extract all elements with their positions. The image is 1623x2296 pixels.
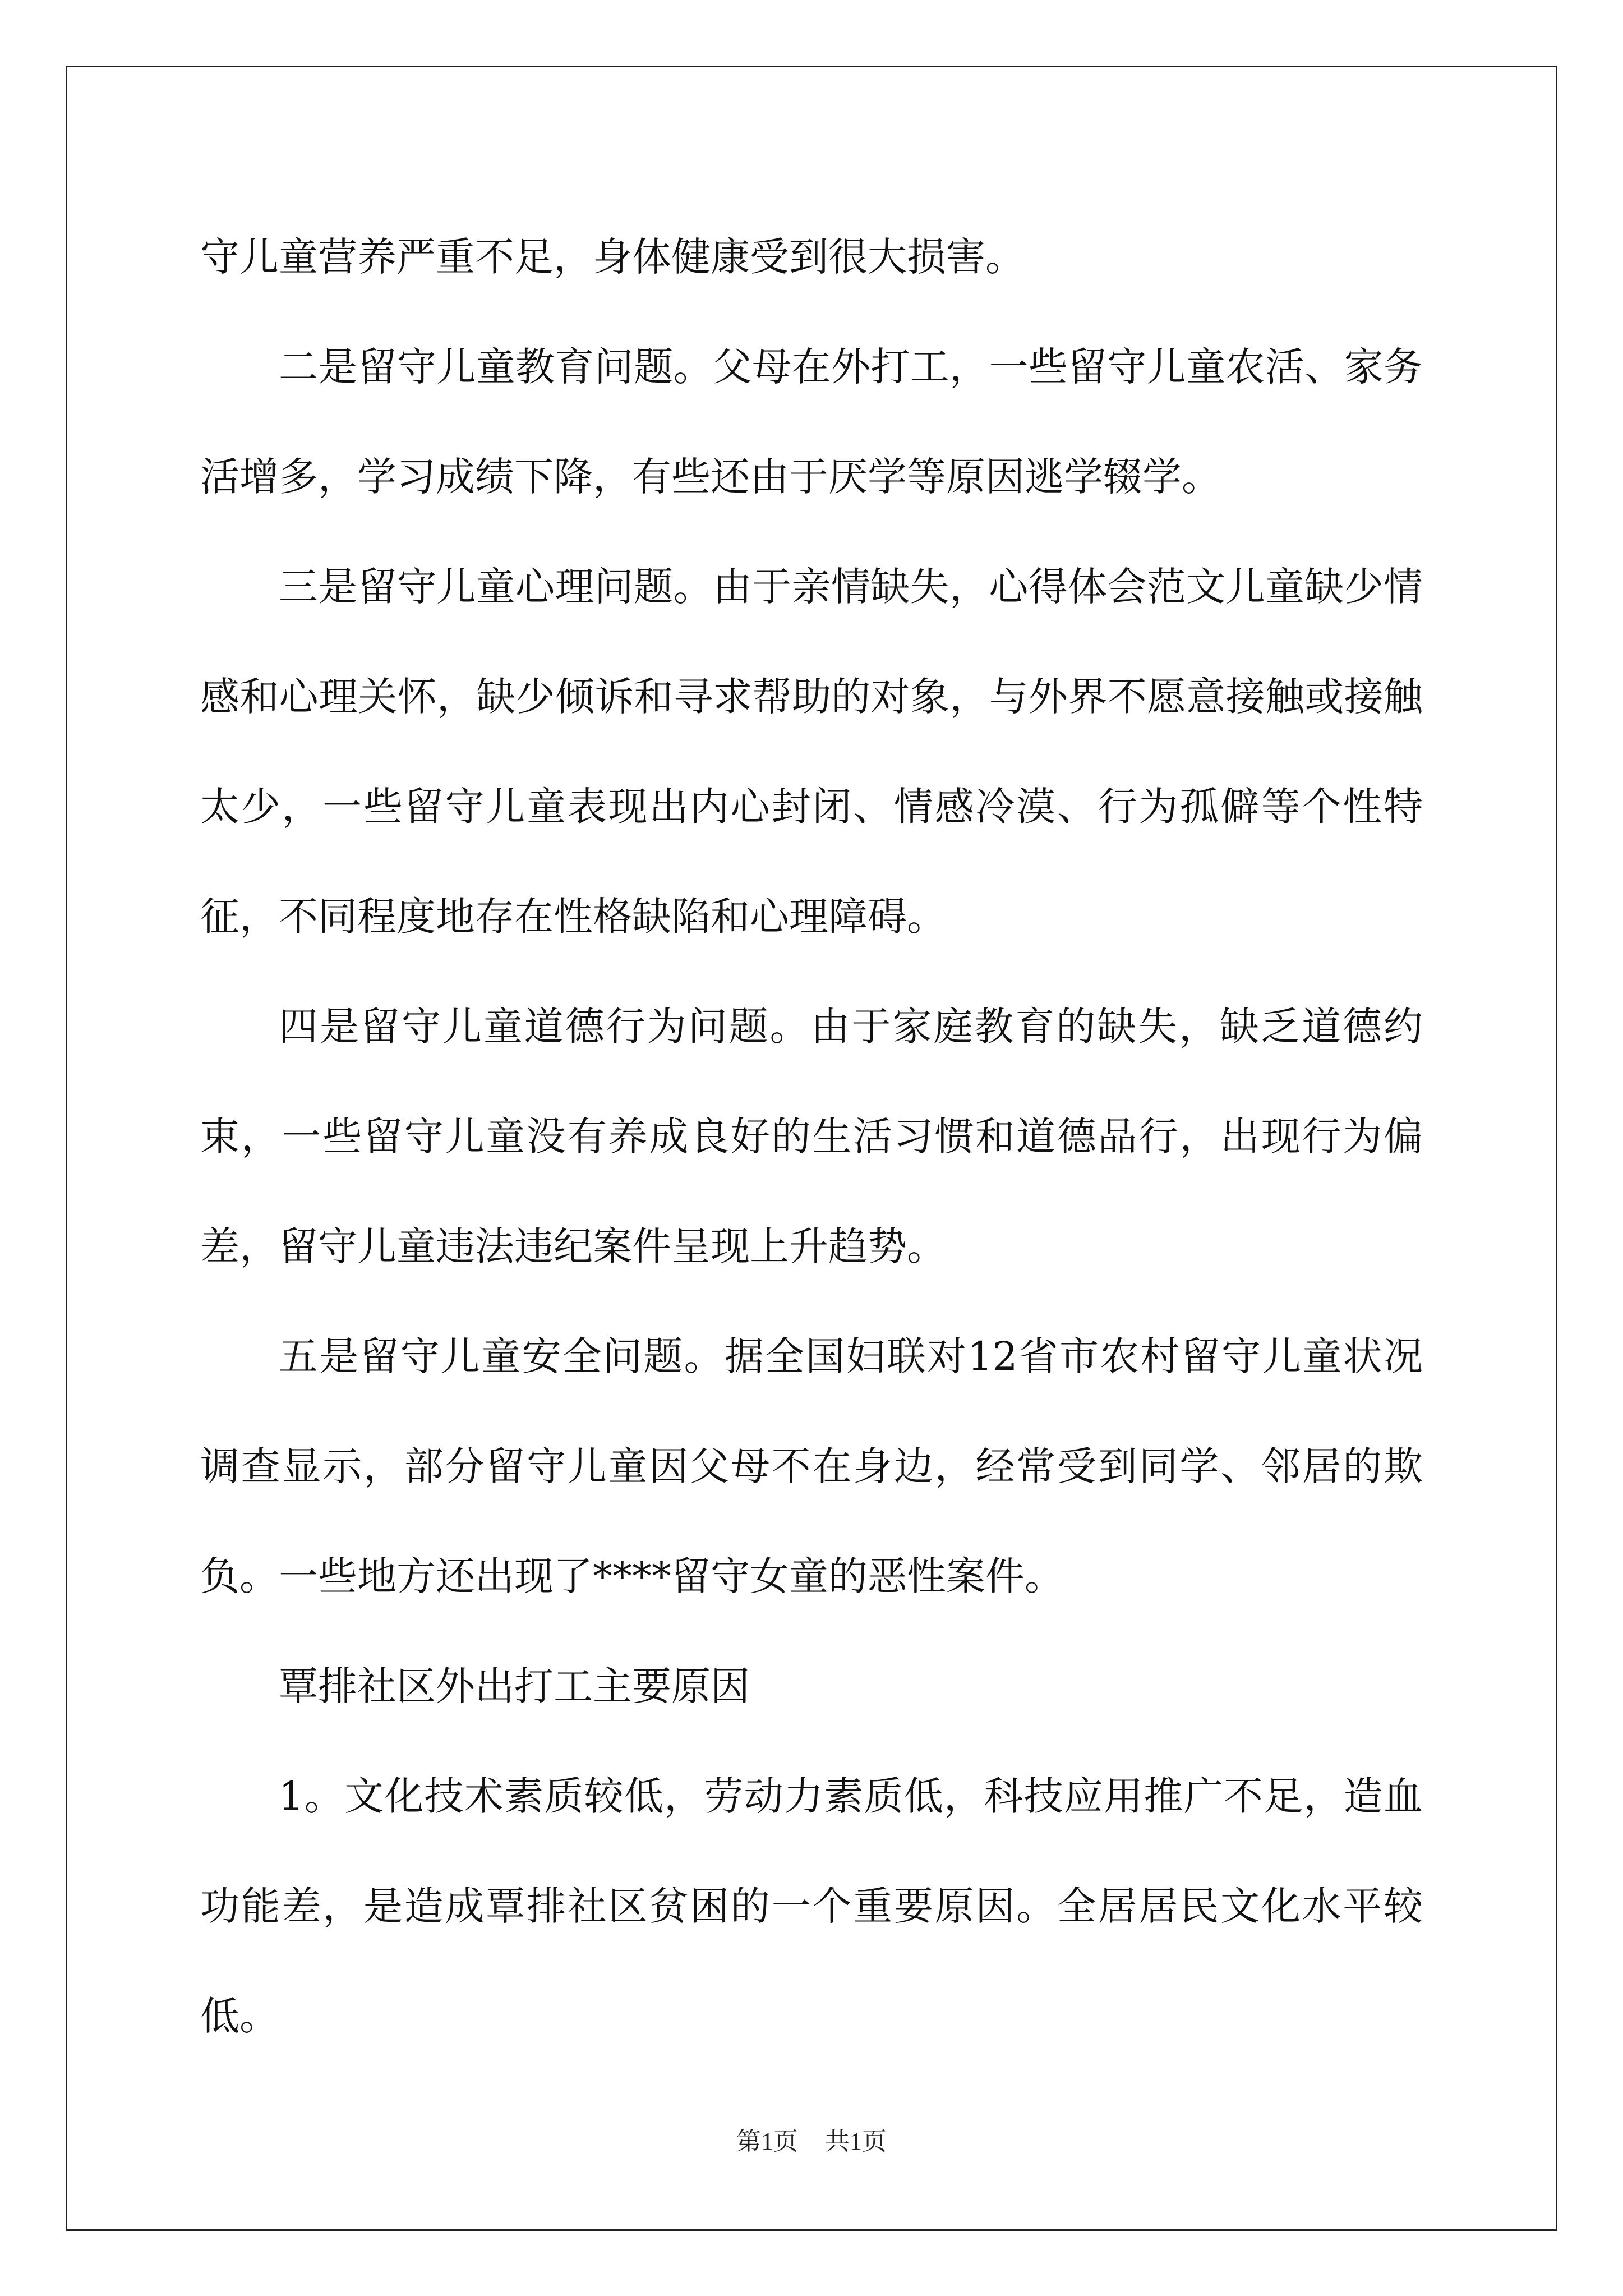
paragraph-3: 三是留守儿童心理问题。由于亲情缺失，心得体会范文儿童缺少情感和心理关怀，缺少倾诉和寻求帮助的对象，与外界不愿意接触或接触太少，一些留守儿童表现出内心封闭、情感冷漠、行为孤僻等个性特征，不同程度地存在性格缺陷和心理障碍。 xyxy=(200,564,1423,940)
paragraph-6: 1。文化技术素质较低，劳动力素质低，科技应用推广不足，造血功能差，是造成覃排社区贫困的一个重要原因。全居居民文化水平较低。 xyxy=(200,1773,1423,2039)
section-heading: 覃排社区外出打工主要原因 xyxy=(279,1663,750,1709)
page-total: 共1页 xyxy=(825,2128,887,2155)
page-number: 第1页 xyxy=(736,2128,798,2155)
paragraph-1: 守儿童营养严重不足，身体健康受到很大损害。 xyxy=(200,234,1025,280)
document-body xyxy=(200,202,1423,2071)
paragraph-2: 二是留守儿童教育问题。父母在外打工，一些留守儿童农活、家务活增多，学习成绩下降，有些还由于厌学等原因逃学辍学。 xyxy=(200,344,1423,500)
paragraph-5: 五是留守儿童安全问题。据全国妇联对12省市农村留守儿童状况调查显示，部分留守儿童因父母不在身边，经常受到同学、邻居的欺负。一些地方还出现了****留守女童的恶性案件。 xyxy=(200,1333,1423,1599)
page-footer xyxy=(0,2125,1623,2159)
paragraph-4: 四是留守儿童道德行为问题。由于家庭教育的缺失，缺乏道德约束，一些留守儿童没有养成良好的生活习惯和道德品行，出现行为偏差，留守儿童违法违纪案件呈现上升趋势。 xyxy=(200,1004,1423,1269)
